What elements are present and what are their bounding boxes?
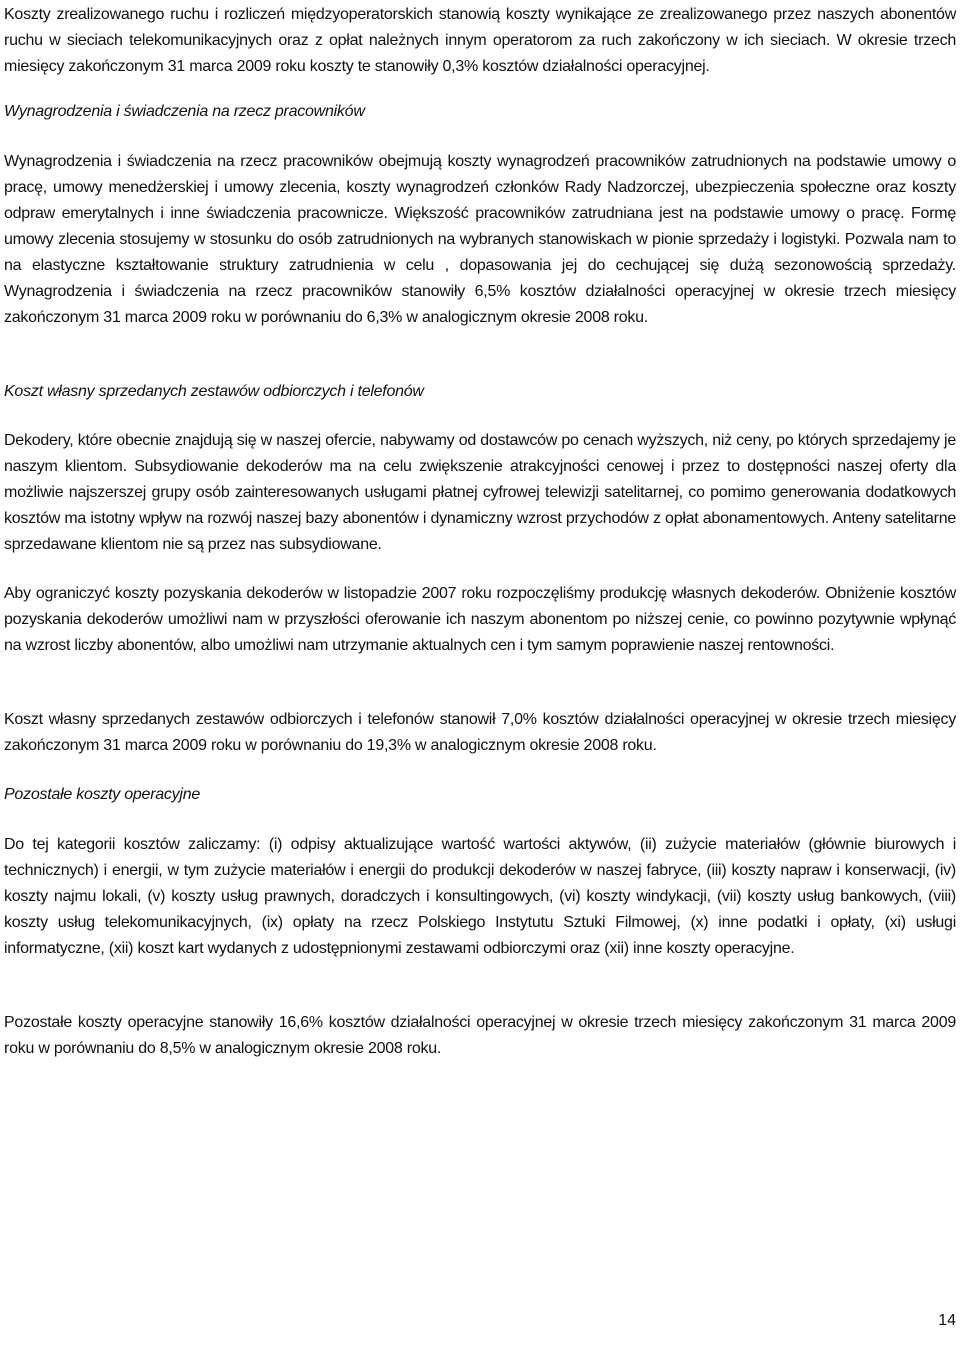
section-paragraph-produkcja-dekoderow: Aby ograniczyć koszty pozyskania dekoderów w listopadzie 2007 roku rozpoczęliśmy produkcję własnych dekoderów. Obniżenie kosztów pozyskania dekoderów umożliwi nam w przyszłości oferowanie ich naszym abonentom po niższej cenie, co powinno pozytywnie wpłynąć na wzrost liczby abonentów, albo umożliwi nam utrzymanie aktualnych cen i tym samym poprawienie naszej rentowności.: [4, 585, 956, 654]
section-paragraph-koszt-wlasny-udzial: Koszt własny sprzedanych zestawów odbiorczych i telefonów stanowił 7,0% kosztów działalności operacyjnej w okresie trzech miesięcy zakończonym 31 marca 2009 roku w porównaniu do 19,3% w analogicznym okresie 2008 roku.: [4, 711, 956, 754]
section-heading-pozostale-koszty: Pozostałe koszty operacyjne: [4, 786, 201, 803]
section-paragraph-pozostale-udzial: Pozostałe koszty operacyjne stanowiły 16,6% kosztów działalności operacyjnej w okresie trzech miesięcy zakończonym 31 marca 2009 roku w porównaniu do 8,5% w analogicznym okresie 2008 roku.: [4, 1014, 956, 1057]
intro-paragraph: Koszty zrealizowanego ruchu i rozliczeń międzyoperatorskich stanowią koszty wynikające ze zrealizowanego przez naszych abonentów ruchu w sieciach telekomunikacyjnych oraz z opłat należnych innym operatorom za ruch zakończony w ich sieciach. W okresie trzech miesięcy zakończonym 31 marca 2009 roku koszty te stanowiły 0,3% kosztów działalności operacyjnej.: [4, 6, 956, 75]
section-paragraph-kategorie-kosztow: Do tej kategorii kosztów zaliczamy: (i) odpisy aktualizujące wartość wartości aktywów, (ii) zużycie materiałów (głównie biurowych i technicznych) i energii, w tym zużycie materiałów i energii do produkcji dekoderów w naszej fabryce, (iii) koszty napraw i konserwacji, (iv) koszty najmu lokali, (v) koszty usług prawnych, doradczych i konsultingowych, (vi) koszty windykacji, (vii) koszty usług bankowych, (viii) koszty usług telekomunikacyjnych, (ix) opłaty na rzecz Polskiego Instytutu Sztuki Filmowej, (x) inne podatki i opłaty, (xi) usługi informatyczne, (xii) koszt kart wydanych z udostępnionymi zestawami odbiorczymi oraz (xii) inne koszty operacyjne.: [4, 836, 956, 957]
section-paragraph-wynagrodzenia: Wynagrodzenia i świadczenia na rzecz pracowników obejmują koszty wynagrodzeń pracowników zatrudnionych na podstawie umowy o pracę, umowy menedżerskiej i umowy zlecenia, koszty wynagrodzeń członków Rady Nadzorczej, ubezpieczenia społeczne oraz koszty odpraw emerytalnych i inne świadczenia pracownicze. Większość pracowników zatrudniana jest na podstawie umowy o pracę. Formę umowy zlecenia stosujemy w stosunku do osób zatrudnionych na wybranych stanowiskach w pionie sprzedaży i logistyki. Pozwala nam to na elastyczne kształtowanie struktury zatrudnienia w celu , dopasowania jej do cechującej się dużą sezonowością sprzedaży. Wynagrodzenia i świadczenia na rzecz pracowników stanowiły 6,5% kosztów działalności operacyjnej w okresie trzech miesięcy zakończonym 31 marca 2009 roku w porównaniu do 6,3% w analogicznym okresie 2008 roku.: [4, 153, 956, 326]
section-heading-wynagrodzenia: Wynagrodzenia i świadczenia na rzecz pracowników: [4, 103, 365, 120]
page-number: 14: [938, 1312, 956, 1329]
section-heading-koszt-wlasny: Koszt własny sprzedanych zestawów odbiorczych i telefonów: [4, 383, 424, 400]
section-paragraph-dekodery: Dekodery, które obecnie znajdują się w naszej ofercie, nabywamy od dostawców po cenach wyższych, niż ceny, po których sprzedajemy je naszym klientom. Subsydiowanie dekoderów ma na celu zwiększenie atrakcyjności cenowej i przez to dostępności naszej oferty dla możliwie najszerszej grupy osób zainteresowanych usługami płatnej cyfrowej telewizji satelitarnej, co pomimo generowania dodatkowych kosztów ma istotny wpływ na rozwój naszej bazy abonentów i dynamiczny wzrost przychodów z opłat abonamentowych. Anteny satelitarne sprzedawane klientom nie są przez nas subsydiowane.: [4, 432, 956, 553]
